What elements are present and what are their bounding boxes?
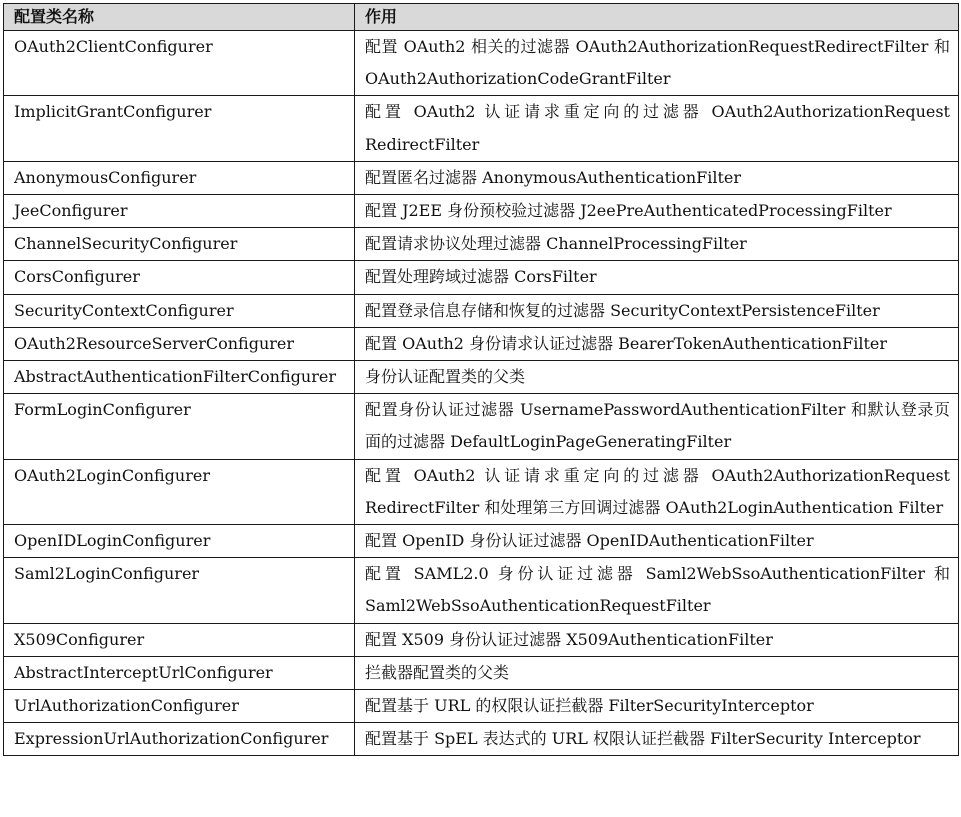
purpose-cell: 配置 OAuth2 认证请求重定向的过滤器 OAuth2AuthorizationRequest RedirectFilter 和处理第三方回调过滤器 OAuth2LoginAuthentication Filter — [355, 459, 959, 524]
table-row — [4, 294, 959, 327]
table-body — [4, 31, 959, 756]
header-row — [4, 4, 959, 31]
table-row — [4, 261, 959, 294]
table-row — [4, 327, 959, 360]
table-row — [4, 690, 959, 723]
purpose-cell: 拦截器配置类的父类 — [355, 656, 959, 689]
config-class-cell: ImplicitGrantConfigurer — [4, 96, 355, 161]
table-row — [4, 228, 959, 261]
config-class-cell: ExpressionUrlAuthorizationConfigurer — [4, 723, 355, 756]
config-class-cell: Saml2LoginConfigurer — [4, 558, 355, 623]
config-class-cell: SecurityContextConfigurer — [4, 294, 355, 327]
config-class-cell: OAuth2ResourceServerConfigurer — [4, 327, 355, 360]
table-row — [4, 723, 959, 756]
table-row — [4, 558, 959, 623]
purpose-cell: 配置 OAuth2 认证请求重定向的过滤器 OAuth2AuthorizationRequest RedirectFilter — [355, 96, 959, 161]
purpose-cell: 配置基于 URL 的权限认证拦截器 FilterSecurityInterceptor — [355, 690, 959, 723]
config-class-cell: OAuth2ClientConfigurer — [4, 31, 355, 96]
table-row — [4, 656, 959, 689]
table-row — [4, 394, 959, 459]
config-class-cell: ChannelSecurityConfigurer — [4, 228, 355, 261]
purpose-cell: 配置处理跨域过滤器 CorsFilter — [355, 261, 959, 294]
table-row — [4, 459, 959, 524]
table-row — [4, 31, 959, 96]
config-class-cell: OpenIDLoginConfigurer — [4, 525, 355, 558]
table-row — [4, 361, 959, 394]
purpose-cell: 配置匿名过滤器 AnonymousAuthenticationFilter — [355, 161, 959, 194]
purpose-cell: 身份认证配置类的父类 — [355, 361, 959, 394]
config-class-cell: OAuth2LoginConfigurer — [4, 459, 355, 524]
purpose-cell: 配置 OAuth2 身份请求认证过滤器 BearerTokenAuthenticationFilter — [355, 327, 959, 360]
table-row — [4, 195, 959, 228]
config-class-cell: AbstractInterceptUrlConfigurer — [4, 656, 355, 689]
purpose-cell: 配置身份认证过滤器 UsernamePasswordAuthenticationFilter 和默认登录页面的过滤器 DefaultLoginPageGeneratingFilter — [355, 394, 959, 459]
table-row — [4, 96, 959, 161]
purpose-cell: 配置 SAML2.0 身份认证过滤器 Saml2WebSsoAuthenticationFilter 和 Saml2WebSsoAuthenticationRequestFilter — [355, 558, 959, 623]
table-row — [4, 623, 959, 656]
config-class-cell: AbstractAuthenticationFilterConfigurer — [4, 361, 355, 394]
purpose-cell: 配置 X509 身份认证过滤器 X509AuthenticationFilter — [355, 623, 959, 656]
config-table — [3, 3, 959, 756]
purpose-cell: 配置 OpenID 身份认证过滤器 OpenIDAuthenticationFilter — [355, 525, 959, 558]
config-class-cell: X509Configurer — [4, 623, 355, 656]
config-class-cell: FormLoginConfigurer — [4, 394, 355, 459]
header-purpose: 作用 — [355, 4, 959, 31]
table-row — [4, 525, 959, 558]
table-row — [4, 161, 959, 194]
purpose-cell: 配置基于 SpEL 表达式的 URL 权限认证拦截器 FilterSecurity Interceptor — [355, 723, 959, 756]
purpose-cell: 配置请求协议处理过滤器 ChannelProcessingFilter — [355, 228, 959, 261]
config-class-cell: UrlAuthorizationConfigurer — [4, 690, 355, 723]
config-class-cell: AnonymousConfigurer — [4, 161, 355, 194]
purpose-cell: 配置登录信息存储和恢复的过滤器 SecurityContextPersistenceFilter — [355, 294, 959, 327]
config-class-cell: CorsConfigurer — [4, 261, 355, 294]
config-class-cell: JeeConfigurer — [4, 195, 355, 228]
purpose-cell: 配置 J2EE 身份预校验过滤器 J2eePreAuthenticatedProcessingFilter — [355, 195, 959, 228]
header-config-class: 配置类名称 — [4, 4, 355, 31]
purpose-cell: 配置 OAuth2 相关的过滤器 OAuth2AuthorizationRequestRedirectFilter 和 OAuth2AuthorizationCodeGrantFilter — [355, 31, 959, 96]
